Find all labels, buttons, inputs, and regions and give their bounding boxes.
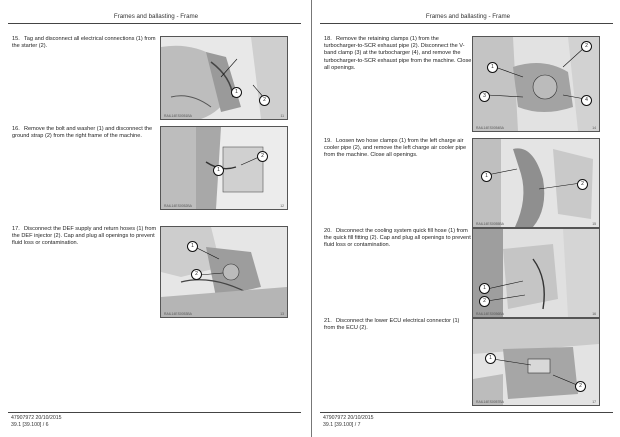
step-16	[12, 126, 160, 140]
right-page	[318, 0, 618, 437]
callout-1: 1	[479, 283, 490, 294]
callout-1: 1	[187, 241, 198, 252]
step-number: 18.	[324, 36, 332, 42]
figure-12	[160, 126, 288, 210]
figure-number: 12	[280, 204, 284, 208]
figure-number: 13	[280, 312, 284, 316]
step-number: 21.	[324, 318, 332, 324]
document-number: 47907972 20/10/2015	[323, 415, 374, 421]
figure-17	[472, 318, 600, 406]
figure-number: 17	[592, 400, 596, 404]
figure-16	[472, 228, 600, 318]
step-number: 17.	[12, 226, 20, 232]
callout-2: 2	[259, 95, 270, 106]
quick-fill-photo	[473, 229, 599, 317]
step-15	[12, 36, 160, 50]
figure-code: RAIL14ES0053BA	[164, 312, 192, 316]
figure-caption	[164, 312, 284, 316]
figure-number: 14	[592, 126, 596, 130]
step-text: Remove the bolt and washer (1) and disconnect the ground strap (2) from the right frame of the machine.	[12, 126, 153, 140]
figure-caption	[476, 400, 596, 404]
step-text: Disconnect the lower ECU electrical connector (1) from the ECU (2).	[324, 318, 460, 332]
figure-caption	[476, 222, 596, 226]
page-divider	[311, 0, 312, 437]
callout-2: 2	[577, 179, 588, 190]
document-number: 47907972 20/10/2015	[11, 415, 62, 421]
figure-code: RAIL14ES0054BA	[476, 126, 504, 130]
figure-number: 15	[592, 222, 596, 226]
ground-strap-photo	[161, 127, 287, 209]
header-rule	[320, 23, 613, 24]
figure-13	[160, 226, 288, 318]
page-footer	[323, 415, 374, 430]
page-header: Frames and ballasting - Frame	[425, 13, 511, 20]
step-text: Disconnect the cooling system quick fill hose (1) from the quick fill fitting (2). Cap and plug all openings to prevent fluid loss or contamination.	[324, 228, 471, 249]
figure-number: 16	[592, 312, 596, 316]
footer-rule	[320, 412, 613, 413]
callout-1: 1	[213, 165, 224, 176]
page-footer	[11, 415, 62, 430]
step-21	[324, 318, 472, 332]
figure-code: RAIL14ES0051BA	[164, 114, 192, 118]
starter-photo	[161, 37, 287, 119]
figure-code: RAIL14ES0052BA	[164, 204, 192, 208]
page-number: 39.1 [39.100] / 7	[323, 422, 361, 429]
callout-1: 1	[481, 171, 492, 182]
step-number: 20.	[324, 228, 332, 234]
figure-code: RAIL14ES0057BA	[476, 400, 504, 404]
step-text: Tag and disconnect all electrical connections (1) from the starter (2).	[12, 36, 156, 50]
callout-2: 2	[581, 41, 592, 52]
step-number: 19.	[324, 138, 332, 144]
callout-3: 3	[479, 91, 490, 102]
footer-rule	[8, 412, 301, 413]
callout-1: 1	[487, 62, 498, 73]
figure-caption	[164, 114, 284, 118]
step-17	[12, 226, 160, 248]
callout-2: 2	[257, 151, 268, 162]
figure-caption	[476, 312, 596, 316]
callout-4: 4	[581, 95, 592, 106]
step-18	[324, 36, 472, 72]
figure-code: RAIL14ES0056BA	[476, 312, 504, 316]
figure-code: RAIL14ES0055BA	[476, 222, 504, 226]
header-rule	[8, 23, 301, 24]
step-text: Disconnect the DEF supply and return hoses (1) from the DEF injector (2). Cap and plug all openings to prevent fluid loss or contamination.	[12, 226, 157, 247]
callout-1: 1	[485, 353, 496, 364]
step-number: 15.	[12, 36, 20, 42]
step-20	[324, 228, 472, 250]
callout-2: 2	[479, 296, 490, 307]
step-number: 16.	[12, 126, 20, 132]
page-header: Frames and ballasting - Frame	[113, 13, 199, 20]
step-text: Loosen two hose clamps (1) from the left charge air cooler pipe (2), and remove the left charge air cooler pipe from the machine. Close all openings.	[324, 138, 467, 159]
left-page	[6, 0, 306, 437]
figure-caption	[476, 126, 596, 130]
step-text: Remove the retaining clamps (1) from the turbocharger-to-SCR exhaust pipe (2). Disconnect the V-band clamp (3) at the turbocharger (4), and remove the turbocharger-to-SCR exhaust pipe from the machine. Close all openings.	[324, 36, 472, 71]
callout-2: 2	[575, 381, 586, 392]
callout-2: 2	[191, 269, 202, 280]
callout-1: 1	[231, 87, 242, 98]
figure-15	[472, 138, 600, 228]
exhaust-pipe-photo	[473, 37, 599, 131]
figure-number: 11	[280, 114, 284, 118]
figure-11	[160, 36, 288, 120]
figure-caption	[164, 204, 284, 208]
def-injector-photo	[161, 227, 287, 317]
page-number: 39.1 [39.100] / 6	[11, 422, 49, 429]
step-19	[324, 138, 472, 160]
figure-14	[472, 36, 600, 132]
